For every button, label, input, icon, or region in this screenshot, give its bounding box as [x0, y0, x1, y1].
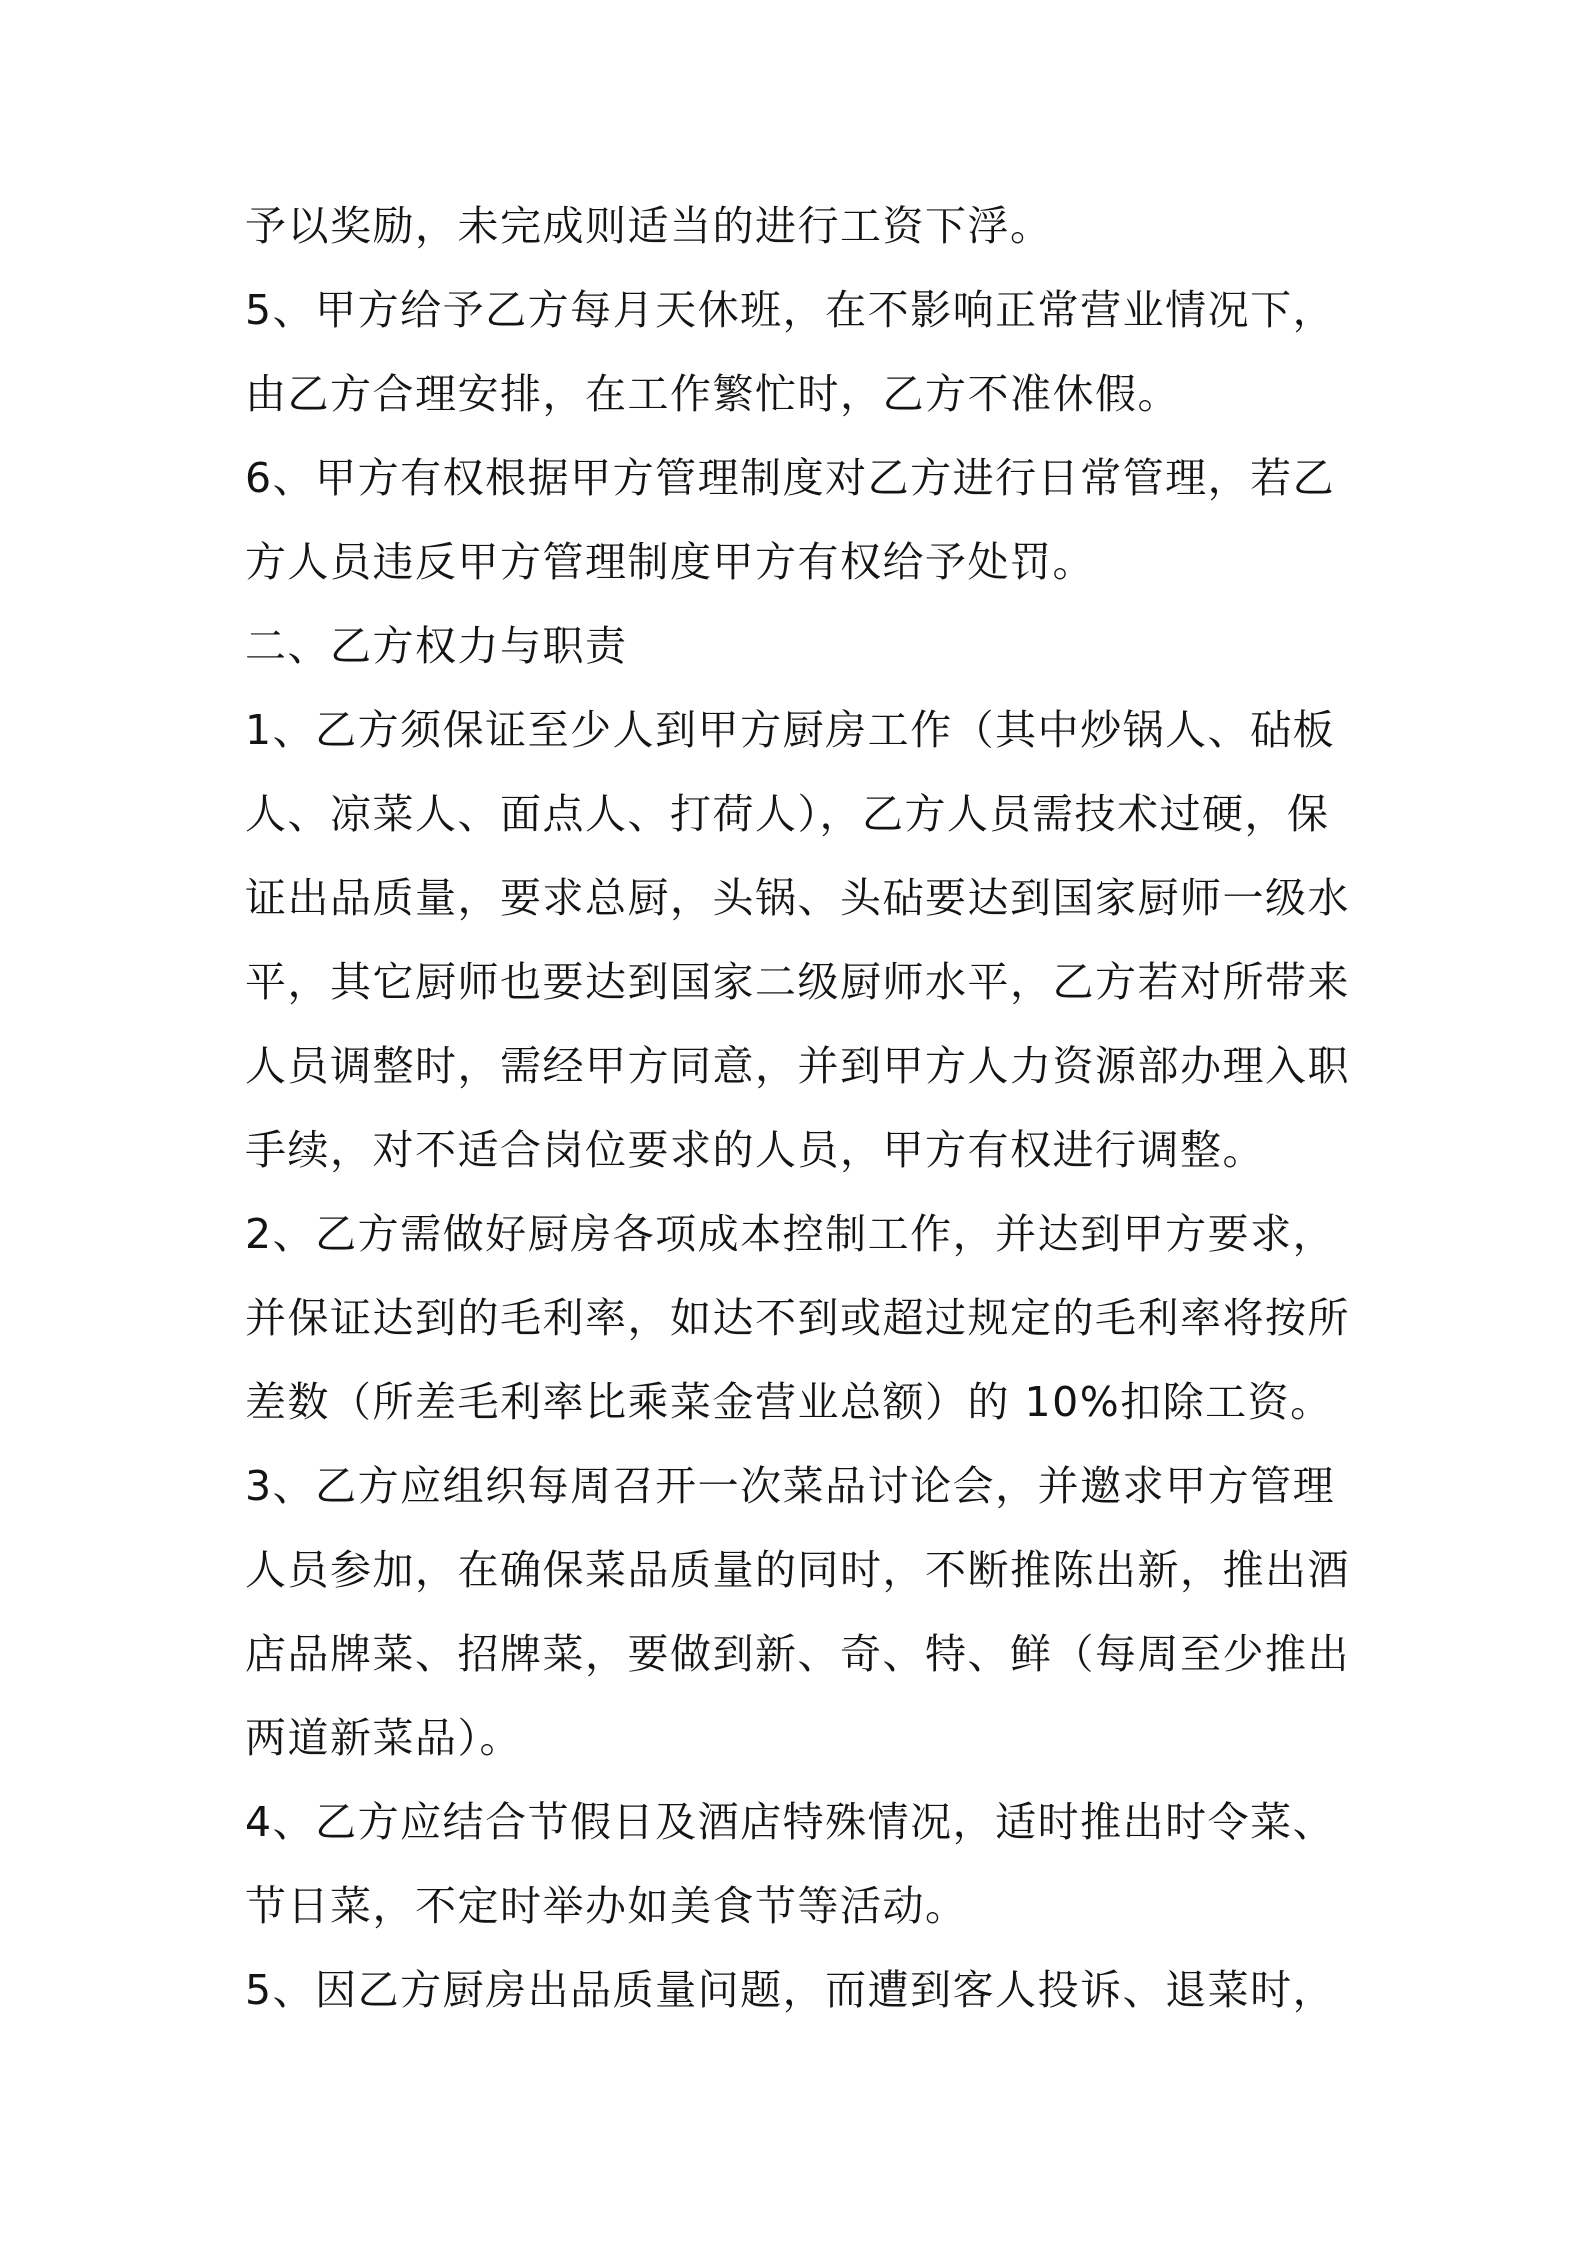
text-line: 差数（所差毛利率比乘菜金营业总额）的 10%扣除工资。: [245, 1378, 1333, 1426]
text-line: 手续，对不适合岗位要求的人员，甲方有权进行调整。: [245, 1126, 1265, 1174]
text-line: 人、凉菜人、面点人、打荷人），乙方人员需技术过硬，保: [245, 790, 1330, 838]
paragraph-item-5-rest-days: [245, 268, 1445, 436]
text-line: 平，其它厨师也要达到国家二级厨师水平，乙方若对所带来: [245, 958, 1350, 1006]
text-line: 人员参加，在确保菜品质量的同时，不断推陈出新，推出酒: [245, 1546, 1350, 1594]
text-line: 1、乙方须保证至少人到甲方厨房工作（其中炒锅人、砧板: [245, 706, 1336, 754]
text-line: 5、甲方给予乙方每月天休班，在不影响正常营业情况下，: [245, 286, 1336, 334]
paragraph-item-5-complaints: [245, 1948, 1445, 2032]
paragraph-reward-clause: [245, 184, 1445, 268]
text-line: 并保证达到的毛利率，如达不到或超过规定的毛利率将按所: [245, 1294, 1350, 1342]
text-line: 2、乙方需做好厨房各项成本控制工作，并达到甲方要求，: [245, 1210, 1336, 1258]
text-line: 人员调整时，需经甲方同意，并到甲方人力资源部办理入职: [245, 1042, 1350, 1090]
section-title: 二、乙方权力与职责: [245, 622, 628, 670]
paragraph-item-2-cost-control: [245, 1192, 1445, 1444]
text-line: 店品牌菜、招牌菜，要做到新、奇、特、鲜（每周至少推出: [245, 1630, 1350, 1678]
paragraph-item-6-management: [245, 436, 1445, 604]
paragraph-item-4-seasonal-dishes: [245, 1780, 1445, 1948]
section-heading-party-b-duties: [245, 604, 1445, 688]
text-line: 5、因乙方厨房出品质量问题，而遭到客人投诉、退菜时，: [245, 1966, 1336, 2014]
paragraph-item-3-menu-meeting: [245, 1444, 1445, 1780]
paragraph-item-1-staffing: [245, 688, 1445, 1192]
text-line: 4、乙方应结合节假日及酒店特殊情况，适时推出时令菜、: [245, 1798, 1336, 1846]
text-line: 由乙方合理安排，在工作繁忙时，乙方不准休假。: [245, 370, 1180, 418]
text-line: 6、甲方有权根据甲方管理制度对乙方进行日常管理，若乙: [245, 454, 1336, 502]
text-line: 两道新菜品）。: [245, 1714, 522, 1762]
text-line: 证出品质量，要求总厨，头锅、头砧要达到国家厨师一级水: [245, 874, 1350, 922]
text-line: 予以奖励，未完成则适当的进行工资下浮。: [245, 202, 1053, 250]
text-line: 节日菜，不定时举办如美食节等活动。: [245, 1882, 968, 1930]
document-body: [245, 184, 1445, 2032]
text-line: 方人员违反甲方管理制度甲方有权给予处罚。: [245, 538, 1095, 586]
text-line: 3、乙方应组织每周召开一次菜品讨论会，并邀求甲方管理: [245, 1462, 1336, 1510]
